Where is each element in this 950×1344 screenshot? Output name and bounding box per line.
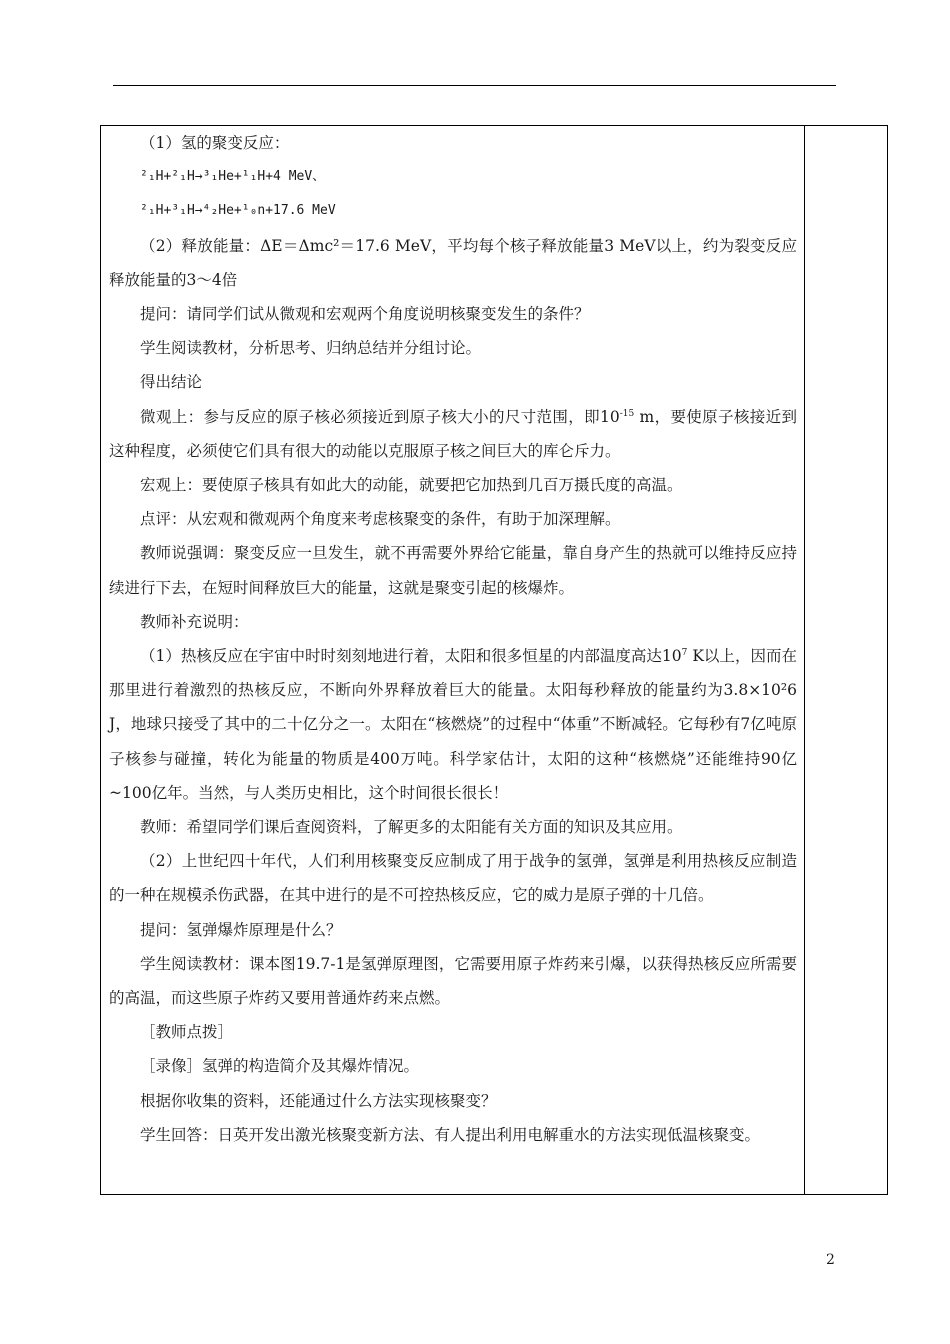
lesson-table bbox=[100, 125, 888, 1195]
fusion-equation-1: ²₁H+²₁H→³₁He+¹₁H+4 MeV、 bbox=[140, 169, 326, 185]
paragraph: 教师补充说明： bbox=[140, 612, 249, 631]
paragraph: 学生回答：日英开发出激光核聚变新方法、有人提出利用电解重水的方法实现低温核聚变。 bbox=[140, 1125, 761, 1144]
paragraph: ［教师点拨］ bbox=[140, 1023, 234, 1042]
paragraph: 提问：请同学们试从微观和宏观两个角度说明核聚变发生的条件？ bbox=[140, 305, 590, 324]
paragraph bbox=[109, 639, 797, 810]
paragraph: 学生阅读教材：课本图19.7-1是氢弹原理图，它需要用原子炸药来引爆，以获得热核反应所需要的高温，而这些原子炸药又要用普通炸药来点燃。 bbox=[109, 954, 797, 1008]
paragraph: 点评：从宏观和微观两个角度来考虑核聚变的条件，有助于加深理解。 bbox=[140, 510, 621, 529]
paragraph: （2）释放能量：ΔE＝Δmc²＝17.6 MeV，平均每个核子释放能量3 MeV以上，约为裂变反应释放能量的3～4倍 bbox=[109, 236, 797, 289]
text-run: m，要使原子核接近到这种程度，必须使它们具有很大的动能以克服原子核之间巨大的库仑斥力。 bbox=[109, 407, 797, 460]
notes-column-divider bbox=[804, 126, 805, 1194]
page-number: 2 bbox=[826, 1252, 835, 1268]
lesson-content bbox=[109, 126, 797, 1152]
paragraph: 根据你收集的资料，还能通过什么方法实现核聚变？ bbox=[140, 1091, 497, 1110]
superscript: -15 bbox=[619, 408, 635, 419]
paragraph bbox=[109, 400, 797, 468]
fusion-equation-2: ²₁H+³₁H→⁴₂He+¹₀n+17.6 MeV bbox=[140, 203, 336, 219]
paragraph: 提问：氢弹爆炸原理是什么？ bbox=[140, 920, 342, 939]
text-run: （1）热核反应在宇宙中时时刻刻地进行着，太阳和很多恒星的内部温度高达10 bbox=[140, 647, 682, 666]
paragraph: 教师：希望同学们课后查阅资料，了解更多的太阳能有关方面的知识及其应用。 bbox=[140, 818, 683, 837]
paragraph: ［录像］氢弹的构造简介及其爆炸情况。 bbox=[140, 1057, 420, 1076]
text-run: K以上，因而在那里进行着激烈的热核反应，不断向外界释放着巨大的能量。太阳每秒释放的能量约为3.8×10²6 J，地球只接受了其中的二十亿分之一。太阳在“核燃烧”的过程中“体重”不断减轻。它每秒有7亿吨原子核参与碰撞，转化为能量的物质是400万吨。科学家估计，太阳的这种“核燃烧”还能维持90亿~100亿年。当然，与人类历史相比，这个时间很长很长！ bbox=[109, 647, 797, 802]
paragraph: （1）氢的聚变反应： bbox=[140, 134, 290, 152]
paragraph: 宏观上：要使原子核具有如此大的动能，就要把它加热到几百万摄氏度的高温。 bbox=[140, 476, 683, 495]
paragraph: （2）上世纪四十年代，人们利用核聚变反应制成了用于战争的氢弹，氢弹是利用热核反应制造的一种在规模杀伤武器，在其中进行的是不可控热核反应，它的威力是原子弹的十几倍。 bbox=[109, 852, 797, 905]
paragraph: 学生阅读教材，分析思考、归纳总结并分组讨论。 bbox=[140, 339, 482, 358]
superscript: 7 bbox=[681, 647, 688, 658]
text-run: 微观上：参与反应的原子核必须接近到原子核大小的尺寸范围，即10 bbox=[140, 407, 620, 426]
paragraph: 得出结论 bbox=[140, 373, 203, 392]
header-rule bbox=[113, 85, 836, 86]
paragraph: 教师说强调：聚变反应一旦发生，就不再需要外界给它能量，靠自身产生的热就可以维持反应持续进行下去，在短时间释放巨大的能量，这就是聚变引起的核爆炸。 bbox=[109, 544, 797, 597]
